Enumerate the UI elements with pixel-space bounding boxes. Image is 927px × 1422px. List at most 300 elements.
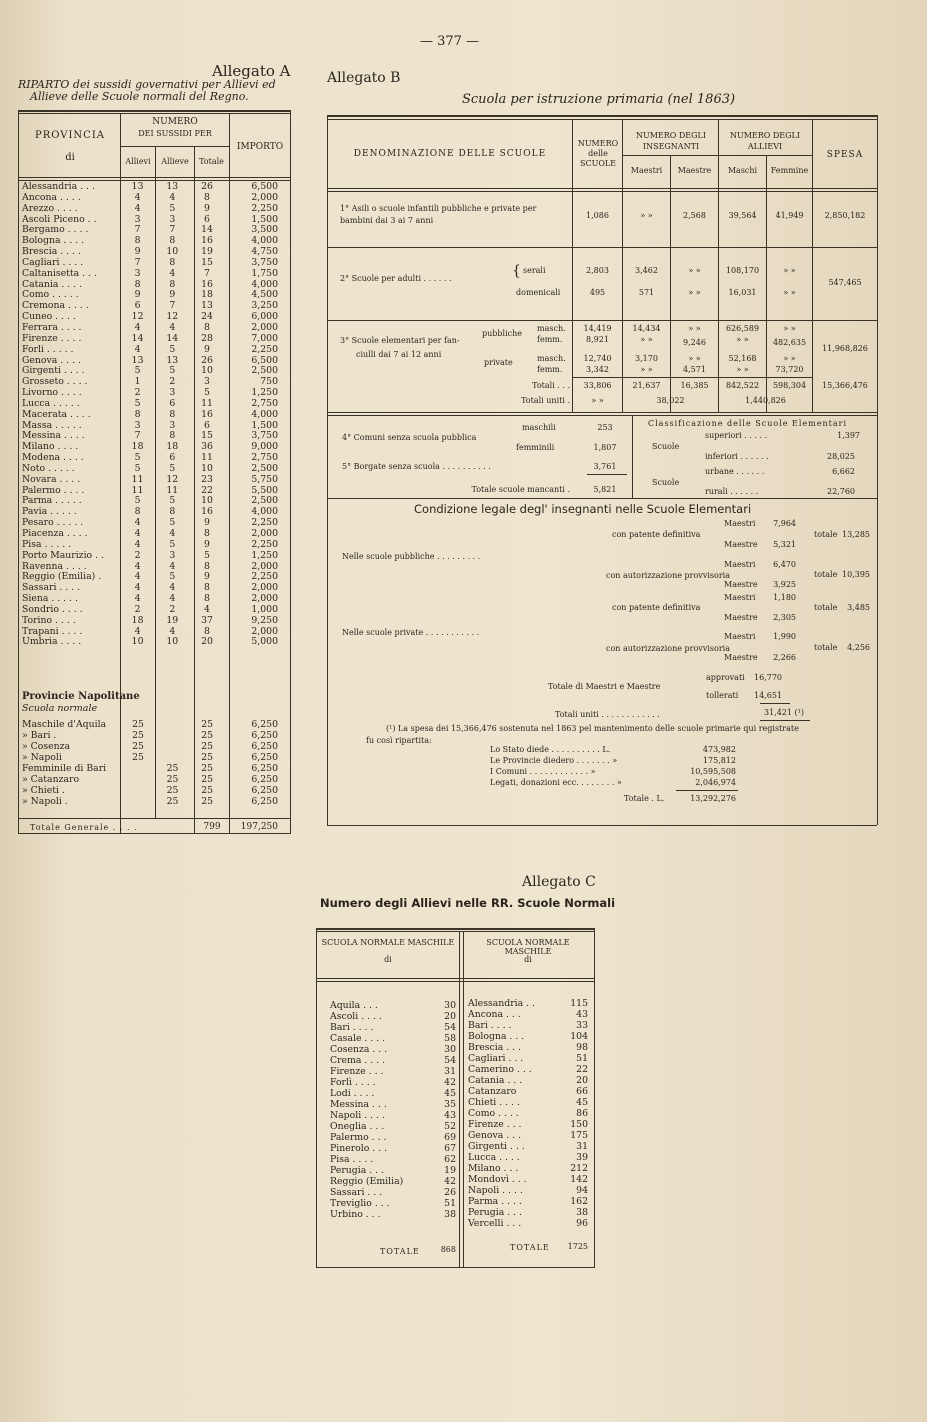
cond-v1: 5,321: [773, 540, 796, 549]
r3-femm-1: femm.: [537, 335, 563, 344]
header-maschi: Maschi: [727, 166, 758, 175]
totale-cell: 15: [201, 257, 213, 268]
table-row: [18, 323, 290, 334]
school-count: 43: [576, 1009, 588, 1020]
school-count: 38: [444, 1209, 456, 1220]
provincia-cell: » Napoli .: [22, 796, 68, 807]
totale-cell: 25: [201, 763, 214, 774]
cond-autorizzazione-1: con autorizzazione provvisoria: [606, 571, 730, 580]
table-row: [18, 507, 290, 518]
totale-cell: 25: [201, 741, 214, 752]
totale-cell: 8: [204, 529, 210, 539]
table-row: [18, 366, 290, 377]
provincia-cell: Sassari . . . .: [22, 583, 81, 594]
allieve-cell: 7: [169, 301, 176, 312]
table-row: [18, 496, 290, 507]
list-item: [330, 1055, 458, 1066]
r1-maestre: 2,568: [683, 211, 706, 220]
r3-maschi-2: 52,168: [728, 354, 757, 363]
totale-cell: 8: [204, 561, 210, 572]
school-count: 142: [570, 1174, 588, 1185]
totali-scuole: 33,806: [583, 381, 612, 390]
importo-cell: 5,750: [251, 474, 278, 485]
school-name: Cagliari . . .: [468, 1053, 524, 1064]
r3-femm-2: femm.: [537, 365, 563, 374]
allieve-cell: [155, 741, 191, 752]
importo-cell: 4,750: [251, 247, 278, 258]
table-row: [18, 486, 290, 497]
provincia-cell: Lucca . . . . .: [22, 398, 80, 409]
allieve-cell: 8: [169, 236, 176, 247]
allievi-cell: 11: [131, 485, 144, 496]
totale-cell: 9: [204, 203, 210, 214]
provincia-cell: Porto Maurizio . .: [22, 550, 104, 561]
list-item: [468, 1009, 590, 1020]
importo-cell: 6,250: [251, 796, 278, 807]
list-item: [330, 1132, 458, 1143]
school-name: Aquila . . .: [330, 1000, 378, 1011]
cond-maestri-1: Maestri: [724, 519, 756, 528]
list-item: [330, 1033, 458, 1044]
totale-cell: 37: [201, 615, 213, 626]
allievi-cell: 5: [134, 453, 141, 464]
school-count: 39: [576, 1152, 588, 1163]
cond-maestre-4: Maestre: [724, 653, 758, 662]
r2-maestri-domenicali: 571: [638, 288, 655, 297]
totale-cell: 16: [201, 279, 213, 290]
totale-cell: 10: [201, 463, 213, 474]
list-item: [468, 1141, 590, 1152]
allievi-cell: 8: [134, 507, 141, 518]
school-count: 58: [444, 1033, 456, 1044]
r3-maestri-1: » »: [640, 335, 653, 344]
importo-cell: 4,500: [251, 290, 278, 301]
list-item: [330, 1187, 458, 1198]
classificazione-rurali: rurali . . . . . .: [705, 487, 759, 496]
table-row: [18, 453, 290, 464]
list-item: [330, 1110, 458, 1121]
importo-cell: 2,250: [251, 518, 278, 529]
allievi-cell: 5: [134, 366, 141, 377]
r3-scuole-1: 8,921: [586, 335, 609, 344]
r1-femmine: 41,949: [775, 211, 804, 220]
allievi-cell: 9: [134, 290, 141, 301]
school-count: 98: [576, 1042, 588, 1053]
allievi-cell: 4: [134, 626, 141, 637]
allievi-cell: 4: [134, 203, 141, 214]
importo-cell: 2,000: [251, 561, 278, 572]
importo-cell: 2,000: [251, 594, 278, 605]
list-item: [468, 1097, 590, 1108]
table-row: [18, 475, 290, 486]
school-count: 86: [576, 1108, 588, 1119]
table-row: [18, 730, 290, 741]
cond-v8: 3,485: [847, 603, 870, 612]
r3-pubbliche: pubbliche: [482, 329, 522, 338]
nota-totale: Totale . L.: [624, 794, 665, 803]
school-name: Sassari . . .: [330, 1187, 383, 1198]
allievi-cell: 4: [134, 344, 141, 355]
importo-cell: 6,250: [251, 719, 278, 730]
school-name: Brescia . . .: [468, 1042, 522, 1053]
header-spesa: SPESA: [826, 150, 864, 160]
r3-maestri-3: » »: [640, 365, 653, 374]
allieve-cell: 3: [169, 550, 176, 561]
school-count: 30: [444, 1000, 456, 1011]
header-maestre: Maestre: [677, 166, 712, 175]
importo-cell: 2,500: [251, 463, 278, 474]
allieve-cell: 8: [169, 431, 176, 442]
list-item: [330, 1011, 458, 1022]
cond-uniti: Totali uniti . . . . . . . . . . . .: [555, 710, 660, 719]
totale-cell: 5: [204, 388, 210, 399]
provincia-cell: Cagliari . . . .: [22, 257, 84, 268]
importo-cell: 2,000: [251, 529, 278, 539]
allieve-cell: 13: [166, 182, 179, 192]
importo-cell: 6,250: [251, 785, 278, 796]
cond-maestri-3: Maestri: [724, 593, 756, 602]
list-item: [468, 1163, 590, 1174]
provincia-cell: Ancona . . . .: [22, 192, 81, 203]
condizione-private: Nelle scuole private . . . . . . . . . . .: [342, 628, 480, 637]
allievi-cell: [121, 785, 154, 796]
school-name: Cosenza . . .: [330, 1044, 388, 1055]
totale-cell: 4: [204, 604, 210, 615]
cond-v9: 1,990: [773, 632, 796, 641]
napoletane-title: Provincie Napolitane: [22, 691, 140, 702]
uniti-allievi: 1,440,826: [745, 396, 786, 405]
allieve-cell: 10: [166, 247, 179, 258]
allegato-c-right: [468, 998, 590, 1229]
importo-cell: 1,250: [251, 550, 278, 561]
cond-v10: 2,266: [773, 653, 796, 662]
provincia-cell: Como . . . . .: [22, 290, 79, 301]
provincia-cell: Grosseto . . . .: [22, 377, 88, 388]
allieve-cell: 5: [169, 572, 176, 583]
classificazione-inferiori: inferiori . . . . . .: [705, 452, 769, 461]
list-item: [330, 1066, 458, 1077]
provincia-cell: Ravenna . . . .: [22, 561, 87, 572]
allegato-b-label: Allegato B: [327, 70, 401, 86]
allieve-cell: 5: [169, 463, 176, 474]
cond-totale-3: totale: [814, 603, 838, 612]
provincia-cell: Trapani . . . .: [22, 626, 83, 637]
provincia-cell: Pavia . . . . .: [22, 507, 77, 518]
school-count: 22: [576, 1064, 588, 1075]
school-count: 45: [576, 1097, 588, 1108]
table-row: [18, 796, 290, 807]
table-row: [18, 301, 290, 312]
r3-spesa: 11,968,826: [822, 344, 868, 353]
provincia-cell: Livorno . . . .: [22, 388, 82, 399]
provincia-cell: Cremona . . . .: [22, 301, 89, 312]
header-allievi: Allievi: [125, 157, 151, 166]
provincia-cell: Bologna . . . .: [22, 236, 85, 247]
r4-v1: 253: [597, 423, 613, 432]
allieve-cell: 12: [166, 474, 179, 485]
importo-cell: 6,000: [251, 312, 278, 323]
provincia-cell: Alessandria . . .: [22, 182, 95, 192]
importo-cell: 3,500: [251, 225, 278, 236]
allieve-cell: 12: [166, 312, 179, 323]
header-left-di: di: [384, 955, 392, 964]
nota-item-3-v: 2,046,974: [695, 778, 736, 787]
provincia-cell: Girgenti . . . .: [22, 366, 85, 377]
nota-text2: fu così ripartita:: [366, 736, 432, 745]
provincia-cell: Maschile d'Aquila: [22, 719, 107, 730]
school-count: 66: [576, 1086, 588, 1097]
provincia-cell: Ascoli Piceno . .: [22, 214, 97, 225]
napoletane-sub: Scuola normale: [22, 703, 98, 714]
cond-v3: 6,470: [773, 560, 796, 569]
r4-femminili: femminili: [516, 443, 555, 452]
provincia-cell: Siena . . . . .: [22, 594, 78, 605]
allieve-cell: 5: [169, 344, 176, 355]
allievi-cell: 8: [134, 409, 141, 420]
school-name: Messina . . .: [330, 1099, 387, 1110]
totali-maestre: 16,385: [680, 381, 709, 390]
r2-maestre-serali: » »: [688, 266, 701, 275]
importo-cell: 2,000: [251, 626, 278, 637]
importo-cell: 2,000: [251, 322, 278, 333]
r3-femmine-1: 482,635: [772, 338, 807, 347]
school-name: Catania . . .: [468, 1075, 523, 1086]
allievi-cell: 12: [131, 312, 144, 323]
school-name: Ascoli . . . .: [330, 1011, 382, 1022]
allievi-cell: 14: [131, 333, 144, 344]
importo-cell: 6,500: [251, 355, 278, 366]
allievi-cell: 5: [134, 463, 141, 474]
allieve-cell: 14: [166, 333, 179, 344]
r2-spesa: 547,465: [828, 278, 862, 287]
list-item: [330, 1176, 458, 1187]
allieve-cell: [155, 730, 191, 741]
provincia-cell: Noto . . . . .: [22, 463, 75, 474]
allievi-cell: 7: [134, 431, 141, 442]
school-count: 52: [444, 1121, 456, 1132]
table-row: [18, 464, 290, 475]
header-numero: NUMERO: [152, 117, 198, 127]
table-row: [18, 774, 290, 785]
table-row: [18, 518, 290, 529]
importo-cell: 6,500: [251, 182, 278, 192]
cond-tollerati-v: 14,651: [754, 691, 782, 700]
classificazione-inferiori-v: 28,025: [827, 452, 855, 461]
cond-v5: 10,395: [842, 570, 870, 579]
list-item: [468, 1218, 590, 1229]
school-count: 31: [576, 1141, 588, 1152]
allievi-cell: 3: [134, 268, 141, 279]
provincia-cell: Pisa . . . . .: [22, 539, 72, 550]
allievi-cell: 1: [134, 377, 141, 388]
allievi-cell: 2: [134, 388, 141, 399]
allieve-cell: 4: [169, 561, 176, 572]
importo-cell: 5,000: [251, 637, 278, 648]
provincia-cell: Firenze . . . .: [22, 333, 82, 344]
totale-cell: 25: [201, 796, 214, 807]
allievi-cell: 25: [132, 730, 144, 741]
provincia-cell: Forlì . . . . .: [22, 344, 74, 355]
school-name: Parma . . . .: [468, 1196, 522, 1207]
totale-cell: 8: [204, 594, 210, 605]
allievi-cell: 3: [134, 420, 141, 431]
table-row: [18, 290, 290, 301]
importo-cell: 1,500: [251, 214, 278, 225]
classificazione-rurali-v: 22,760: [827, 487, 855, 496]
allievi-cell: 5: [134, 398, 141, 409]
classificazione-superiori-v: 1,397: [837, 431, 860, 440]
r3-maestre-0: » »: [688, 324, 701, 333]
table-row: [18, 334, 290, 345]
provincia-cell: Cuneo . . . .: [22, 312, 76, 323]
allieve-cell: 5: [169, 539, 176, 550]
importo-cell: 2,000: [251, 192, 278, 203]
provincia-cell: Reggio (Emilia) .: [22, 572, 102, 583]
nota-item-3: Legati, donazioni ecc. . . . . . . . »: [490, 778, 622, 787]
school-count: 62: [444, 1154, 456, 1165]
school-count: 150: [570, 1119, 588, 1130]
importo-cell: 4,000: [251, 409, 278, 420]
table-row: [18, 540, 290, 551]
r5-value: 3,761: [593, 462, 617, 471]
allieve-cell: 5: [169, 203, 176, 214]
provincia-cell: Arezzo . . . .: [22, 203, 78, 214]
classificazione-urbane: urbane . . . . . .: [705, 467, 765, 476]
list-item: [468, 1031, 590, 1042]
allieve-cell: 5: [169, 366, 176, 377]
table-row: [18, 637, 290, 648]
totale-cell: 6: [204, 420, 210, 431]
allievi-cell: 4: [134, 518, 141, 529]
r3-maschi-0: 626,589: [725, 324, 760, 333]
allievi-cell: [121, 796, 154, 807]
school-count: 51: [444, 1198, 456, 1209]
school-name: Catanzaro: [468, 1086, 517, 1097]
r3-private: private: [484, 358, 513, 367]
table-row: [18, 377, 290, 388]
provincia-cell: Umbria . . . .: [22, 637, 82, 648]
table-row: [18, 442, 290, 453]
r2-femmine-domenicali: » »: [783, 288, 796, 297]
provincia-cell: Sondrio . . . .: [22, 604, 83, 615]
allieve-cell: 3: [169, 214, 176, 225]
school-name: Pisa . . . .: [330, 1154, 374, 1165]
table-row: [18, 616, 290, 627]
r1-scuole: 1,086: [586, 211, 609, 220]
allieve-cell: 8: [169, 257, 176, 268]
r3-maestre-1: 9,246: [683, 338, 706, 347]
totale-right-label: TOTALE: [510, 1243, 550, 1252]
r2-domenicali: domenicali: [516, 288, 561, 297]
totale-cell: 8: [204, 583, 210, 594]
provincia-cell: Ferrara . . . .: [22, 322, 82, 333]
totale-cell: 19: [201, 247, 213, 258]
totale-cell: 10: [201, 366, 213, 377]
importo-cell: 1,750: [251, 268, 278, 279]
allieve-cell: 4: [169, 626, 176, 637]
cond-maestri-4: Maestri: [724, 632, 756, 641]
allievi-cell: 11: [131, 474, 144, 485]
provincia-cell: » Bari .: [22, 730, 57, 741]
school-name: Bologna . . .: [468, 1031, 525, 1042]
table-row: [18, 410, 290, 421]
allegato-c-right-table: [468, 998, 590, 1229]
r3-maestri-0: 14,434: [632, 324, 661, 333]
school-name: Pinerolo . . .: [330, 1143, 388, 1154]
school-name: Genova . . .: [468, 1130, 522, 1141]
table-row: [18, 215, 290, 226]
r1-label: 1° Asili o scuole infantili pubbliche e private per bambini dai 3 ai 7 anni: [340, 204, 537, 225]
totale-cell: 18: [201, 290, 213, 301]
provincia-cell: Novara . . . .: [22, 474, 81, 485]
provincia-cell: Genova . . . .: [22, 355, 81, 366]
totale-cell: 8: [204, 192, 210, 203]
provincia-cell: Femminile di Bari: [22, 763, 107, 774]
allegato-c-title: Numero degli Allievi nelle RR. Scuole Normali: [320, 896, 616, 910]
provincia-cell: Torino . . . .: [22, 615, 76, 626]
school-name: Bari . . . .: [330, 1022, 374, 1033]
school-name: Milano . . .: [468, 1163, 519, 1174]
classificazione-superiori: superiori . . . . .: [705, 431, 768, 440]
importo-cell: 2,250: [251, 203, 278, 214]
allieve-cell: 9: [169, 290, 176, 301]
totale-cell: 13: [201, 301, 213, 312]
header-numero-scuole: NUMERO delle SCUOLE: [577, 139, 619, 168]
allegato-a-body: [18, 182, 290, 648]
header-totale: Totale: [199, 157, 224, 166]
provincia-cell: Bergamo . . . .: [22, 225, 89, 236]
allievi-cell: 4: [134, 322, 141, 333]
table-row: [18, 399, 290, 410]
provincia-cell: Palermo . . . .: [22, 485, 85, 496]
allegato-a-title-1: RIPARTO dei sussidi governativi per Allievi ed: [18, 78, 276, 91]
totale-cell: 23: [201, 474, 213, 485]
totale-cell: 16: [201, 236, 213, 247]
nota-item-0: Lo Stato diede . . . . . . . . . . L.: [490, 745, 611, 754]
provincia-cell: Massa . . . . .: [22, 420, 82, 431]
list-item: [468, 1064, 590, 1075]
r1-spesa: 2,850,182: [824, 211, 866, 220]
totale-cell: 9: [204, 344, 210, 355]
uniti-label: Totali uniti .: [521, 396, 570, 405]
totale-left: 868: [440, 1245, 456, 1254]
mancanti-label: Totale scuole mancanti .: [471, 485, 570, 494]
condizione-title: Condizione legale degl' insegnanti nelle Scuole Elementari: [414, 502, 752, 516]
list-item: [468, 1152, 590, 1163]
school-count: 51: [576, 1053, 588, 1064]
allieve-cell: 6: [169, 453, 176, 464]
importo-cell: 1,500: [251, 420, 278, 431]
table-row: [18, 529, 290, 540]
allieve-cell: 25: [166, 796, 179, 807]
allegato-c-left: [330, 1000, 458, 1220]
importo-cell: 1,000: [251, 604, 278, 615]
school-count: 175: [570, 1130, 588, 1141]
cond-patente-2: con patente definitiva: [612, 603, 701, 612]
provincia-cell: Milano . . . .: [22, 442, 79, 453]
totale-generale-importo: 197,250: [240, 822, 278, 832]
totale-generale-value: 799: [203, 822, 221, 832]
header-importo: IMPORTO: [236, 142, 284, 152]
r3-maestri-2: 3,170: [635, 354, 658, 363]
school-count: 115: [570, 998, 588, 1009]
school-count: 19: [444, 1165, 456, 1176]
list-item: [330, 1088, 458, 1099]
school-name: Crema . . . .: [330, 1055, 386, 1066]
totale-cell: 14: [201, 225, 213, 236]
table-row: [18, 594, 290, 605]
school-name: Reggio (Emilia): [330, 1176, 404, 1187]
